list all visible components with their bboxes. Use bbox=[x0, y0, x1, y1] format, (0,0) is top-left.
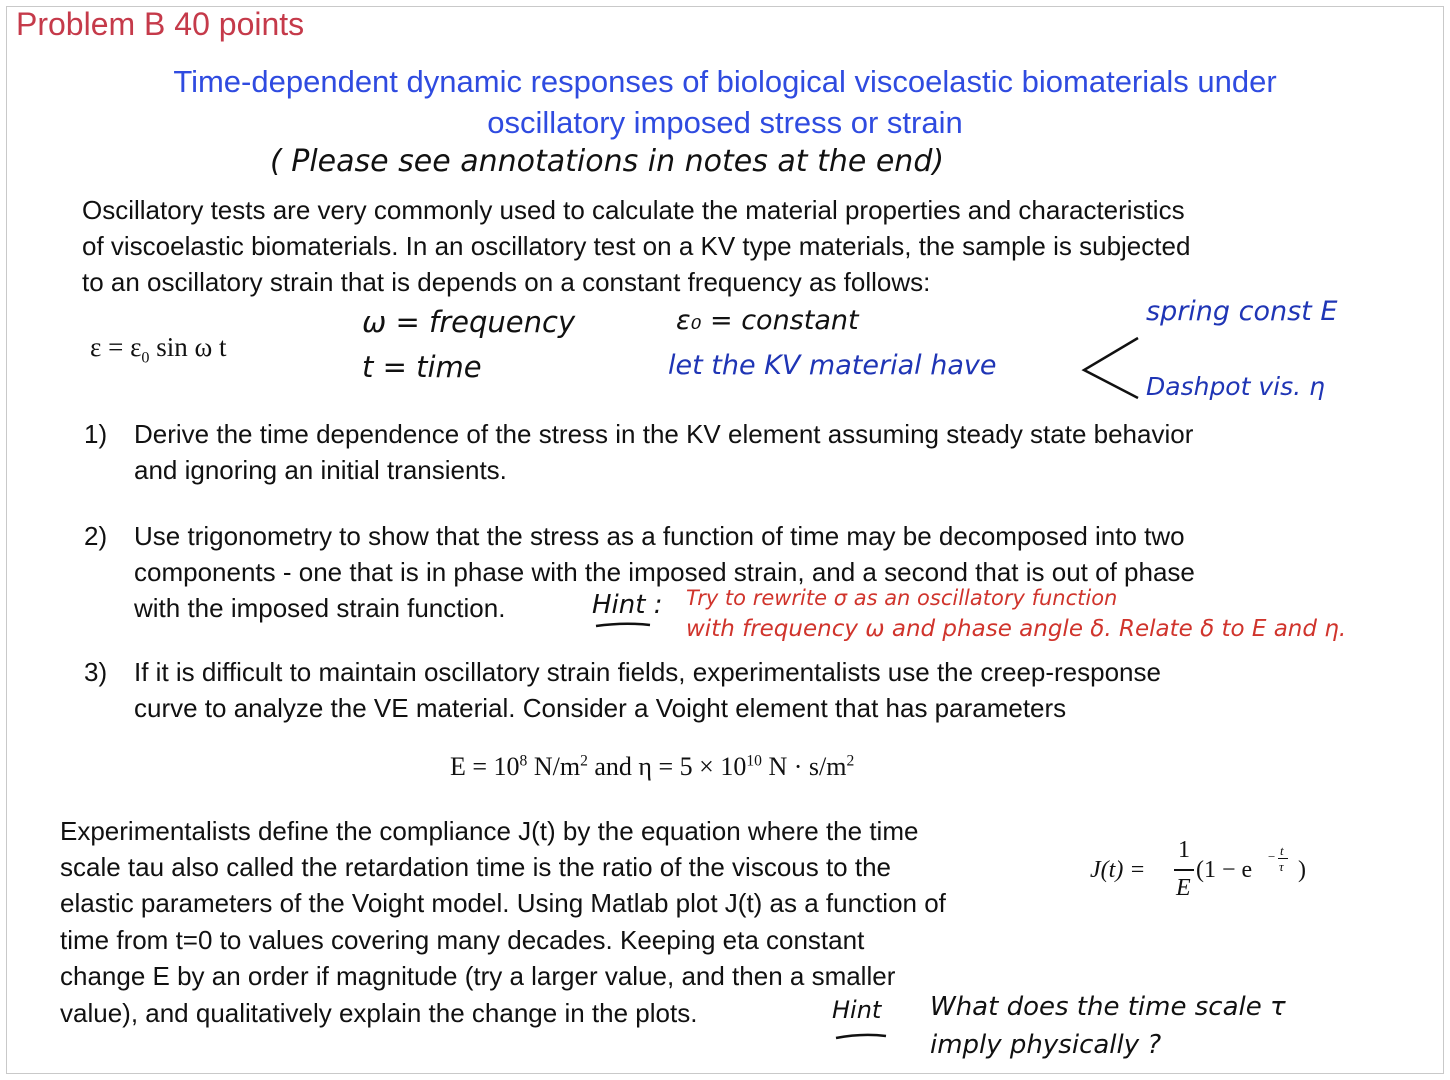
brace-bracket bbox=[1070, 330, 1150, 402]
handwritten-eps0-def: ε₀ = constant bbox=[676, 305, 859, 336]
q3-number: 3) bbox=[84, 657, 108, 687]
compliance-line-5: change E by an order if magnitude (try a larger value, and then a smaller bbox=[60, 961, 896, 991]
title-line-1: Time-dependent dynamic responses of biological viscoelastic biomaterials under bbox=[173, 64, 1277, 99]
compliance-line-4: time from t=0 to values covering many decades. Keeping eta constant bbox=[60, 925, 865, 955]
hint-underline-q3 bbox=[834, 1030, 890, 1042]
hint-q3-line-1: What does the time scale τ bbox=[930, 992, 1286, 1022]
param-eta: and η = 5 × 10 bbox=[587, 752, 747, 781]
param-eta-exp: 10 bbox=[746, 752, 762, 770]
q2-line-1: Use trigonometry to show that the stress as a function of time may be decomposed into two bbox=[134, 521, 1185, 551]
formula-exp-den: τ bbox=[1279, 859, 1284, 874]
param-e: E = 10 bbox=[450, 752, 520, 781]
q3-line-2: curve to analyze the VE material. Consider a Voight element that has parameters bbox=[134, 693, 1067, 723]
title-line-2: oscillatory imposed stress or strain bbox=[487, 105, 963, 140]
hint-label-q3: Hint bbox=[832, 996, 882, 1024]
q2-line-3: with the imposed strain function. bbox=[134, 593, 506, 623]
handwritten-kv-note: let the KV material have bbox=[668, 350, 997, 381]
strain-equation bbox=[90, 332, 227, 367]
formula-numerator: 1 bbox=[1178, 837, 1190, 863]
q2-number: 2) bbox=[84, 521, 108, 551]
intro-line-1: Oscillatory tests are very commonly used to calculate the material properties and characteristics bbox=[82, 195, 1185, 225]
compliance-formula: J(t) = 1 E (1 − e − t τ ) bbox=[1090, 837, 1306, 901]
param-e-exp: 8 bbox=[519, 752, 528, 770]
formula-lhs: J(t) = bbox=[1090, 857, 1146, 883]
hint-q2-line-1: Try to rewrite σ as an oscillatory function bbox=[686, 586, 1118, 610]
formula-fraction-bar bbox=[1174, 869, 1194, 871]
param-e-unit: N/m bbox=[527, 752, 581, 781]
compliance-line-6: value), and qualitatively explain the change in the plots. bbox=[60, 998, 698, 1028]
strain-sub: 0 bbox=[141, 348, 150, 367]
param-eta-unit: N · s/m bbox=[761, 752, 847, 781]
strain-rhs: sin ω t bbox=[149, 332, 227, 362]
compliance-line-3: elastic parameters of the Voight model. Using Matlab plot J(t) as a function of bbox=[60, 888, 946, 918]
handwritten-spring-const: spring const E bbox=[1146, 296, 1338, 327]
q1-number: 1) bbox=[84, 419, 108, 449]
intro-line-3: to an oscillatory strain that is depends on a constant frequency as follows: bbox=[82, 267, 931, 297]
q1-line-1: Derive the time dependence of the stress in the KV element assuming steady state behavior bbox=[134, 419, 1194, 449]
handwritten-omega-def: ω = frequency bbox=[362, 305, 576, 339]
parameter-values bbox=[450, 752, 854, 782]
intro-line-2: of viscoelastic biomaterials. In an oscillatory test on a KV type materials, the sample is subjected bbox=[82, 231, 1191, 261]
formula-close: ) bbox=[1298, 857, 1306, 883]
param-e-sq: 2 bbox=[580, 752, 588, 770]
handwritten-time-def: t = time bbox=[362, 350, 482, 384]
hint-underline-q2 bbox=[594, 620, 654, 630]
compliance-line-2: scale tau also called the retardation time is the ratio of the viscous to the bbox=[60, 852, 892, 882]
strain-lhs: ε = ε bbox=[90, 332, 142, 362]
q3-line-1: If it is difficult to maintain oscillatory strain fields, experimentalists use the creep-response bbox=[134, 657, 1161, 687]
hint-label-q2: Hint : bbox=[592, 590, 663, 620]
handwritten-dashpot: Dashpot vis. η bbox=[1146, 372, 1325, 401]
hint-q2-line-2: with frequency ω and phase angle δ. Relate δ to E and η. bbox=[686, 616, 1347, 642]
handwritten-note-annotations: ( Please see annotations in notes at the end) bbox=[270, 144, 945, 179]
problem-label: Problem B 40 points bbox=[16, 6, 305, 42]
hint-q3-line-2: imply physically ? bbox=[930, 1030, 1162, 1060]
formula-denominator: E bbox=[1176, 875, 1191, 901]
formula-exp-num: t bbox=[1280, 843, 1284, 858]
q2-line-2: components - one that is in phase with the imposed strain, and a second that is out of phase bbox=[134, 557, 1195, 587]
param-eta-sq: 2 bbox=[846, 752, 855, 770]
compliance-line-1: Experimentalists define the compliance J(t) by the equation where the time bbox=[60, 816, 919, 846]
formula-rest: (1 − e bbox=[1196, 857, 1253, 883]
q1-line-2: and ignoring an initial transients. bbox=[134, 455, 507, 485]
